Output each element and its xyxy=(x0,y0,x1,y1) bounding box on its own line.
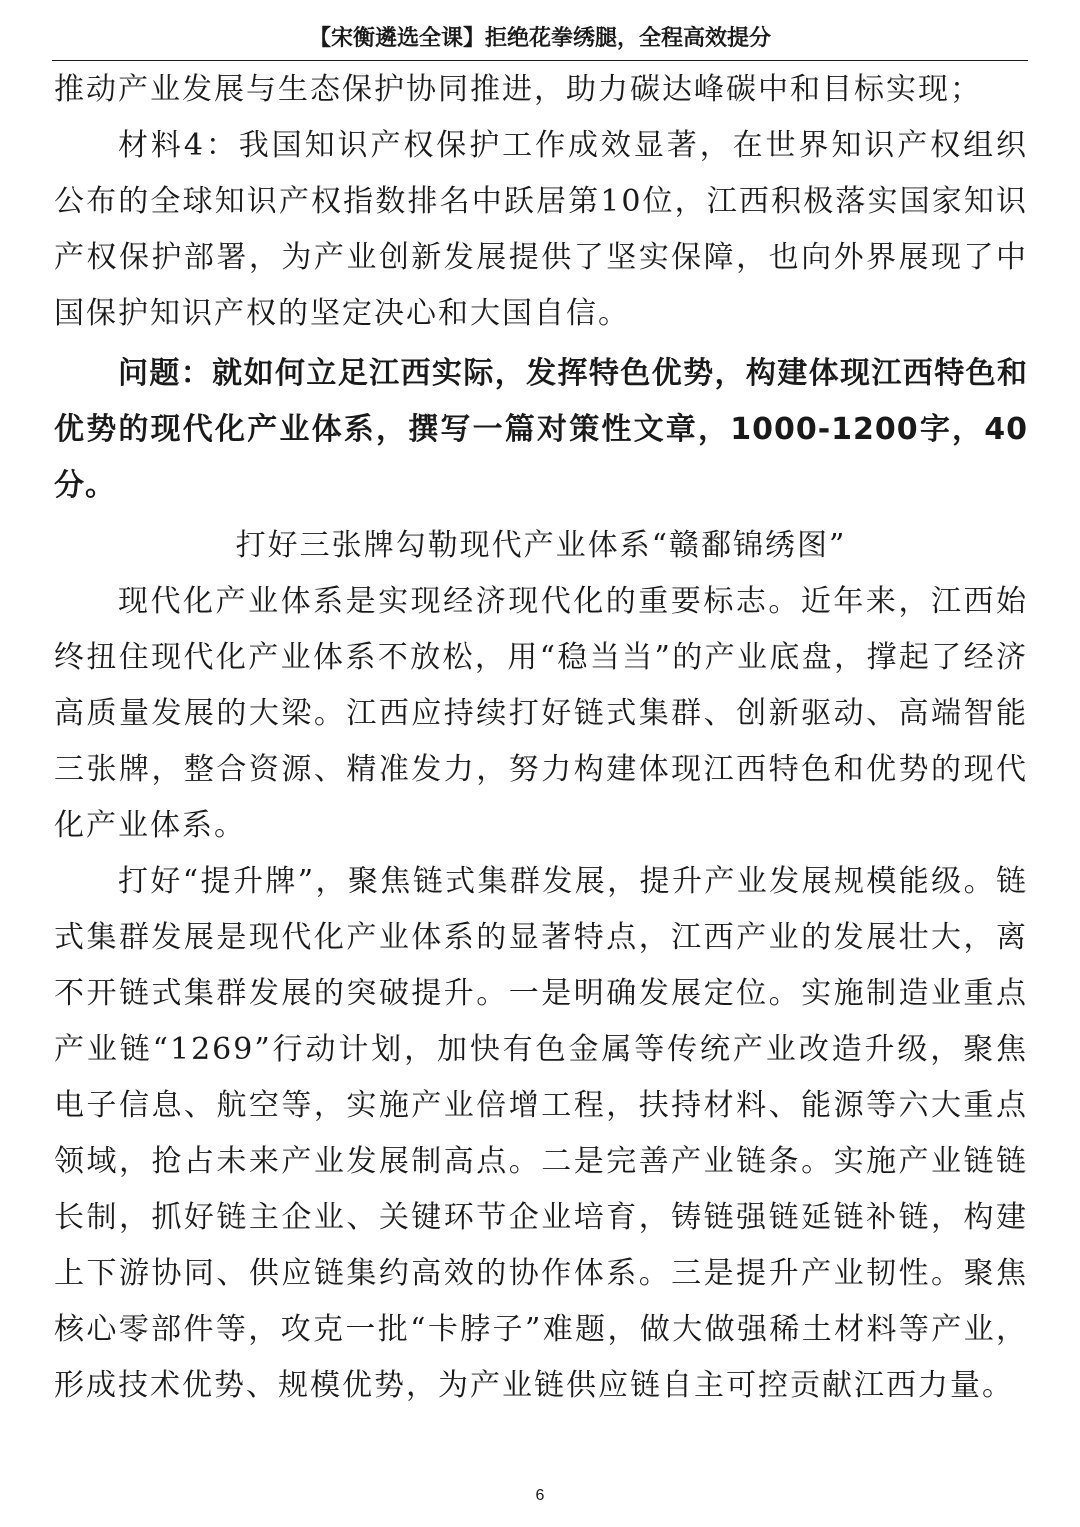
paragraph-material-4: 材料4：我国知识产权保护工作成效显著，在世界知识产权组织公布的全球知识产权指数排名中跃居第10位，江西积极落实国家知识产权保护部署，为产业创新发展提供了坚实保障，也向外界展现了中国保护知识产权的坚定决心和大国自信。 xyxy=(54,128,1028,331)
document-body xyxy=(54,62,1028,1414)
question-prompt: 问题：就如何立足江西实际，发挥特色优势，构建体现江西特色和优势的现代化产业体系，撰写一篇对策性文章，1000-1200字，40分。 xyxy=(54,356,1028,503)
essay-title: 打好三张牌勾勒现代产业体系“赣鄱锦绣图” xyxy=(235,528,847,563)
essay-paragraph-1: 打好“提升牌”，聚焦链式集群发展，提升产业发展规模能级。链式集群发展是现代化产业体系的显著特点，江西产业的发展壮大，离不开链式集群发展的突破提升。一是明确发展定位。实施制造业重点产业链“1269”行动计划，加快有色金属等传统产业改造升级，聚焦电子信息、航空等，实施产业倍增工程，扶持材料、能源等六大重点领域，抢占未来产业发展制高点。二是完善产业链条。实施产业链链长制，抓好链主企业、关键环节企业培育，铸链强链延链补链，构建上下游协同、供应链集约高效的协作体系。三是提升产业韧性。聚焦核心零部件等，攻克一批“卡脖子”难题，做大做强稀土材料等产业，形成技术优势、规模优势，为产业链供应链自主可控贡献江西力量。 xyxy=(54,864,1028,1403)
header-divider xyxy=(52,60,1028,61)
page-header: 【宋衡遴选全课】拒绝花拳绣腿，全程高效提分 xyxy=(308,26,771,51)
page-number: 6 xyxy=(535,1487,545,1504)
paragraph-continuation: 推动产业发展与生态保护协同推进，助力碳达峰碳中和目标实现； xyxy=(54,72,982,107)
essay-paragraph-intro: 现代化产业体系是实现经济现代化的重要标志。近年来，江西始终扭住现代化产业体系不放松，用“稳当当”的产业底盘，撑起了经济高质量发展的大梁。江西应持续打好链式集群、创新驱动、高端智能三张牌，整合资源、精准发力，努力构建体现江西特色和优势的现代化产业体系。 xyxy=(54,584,1028,843)
